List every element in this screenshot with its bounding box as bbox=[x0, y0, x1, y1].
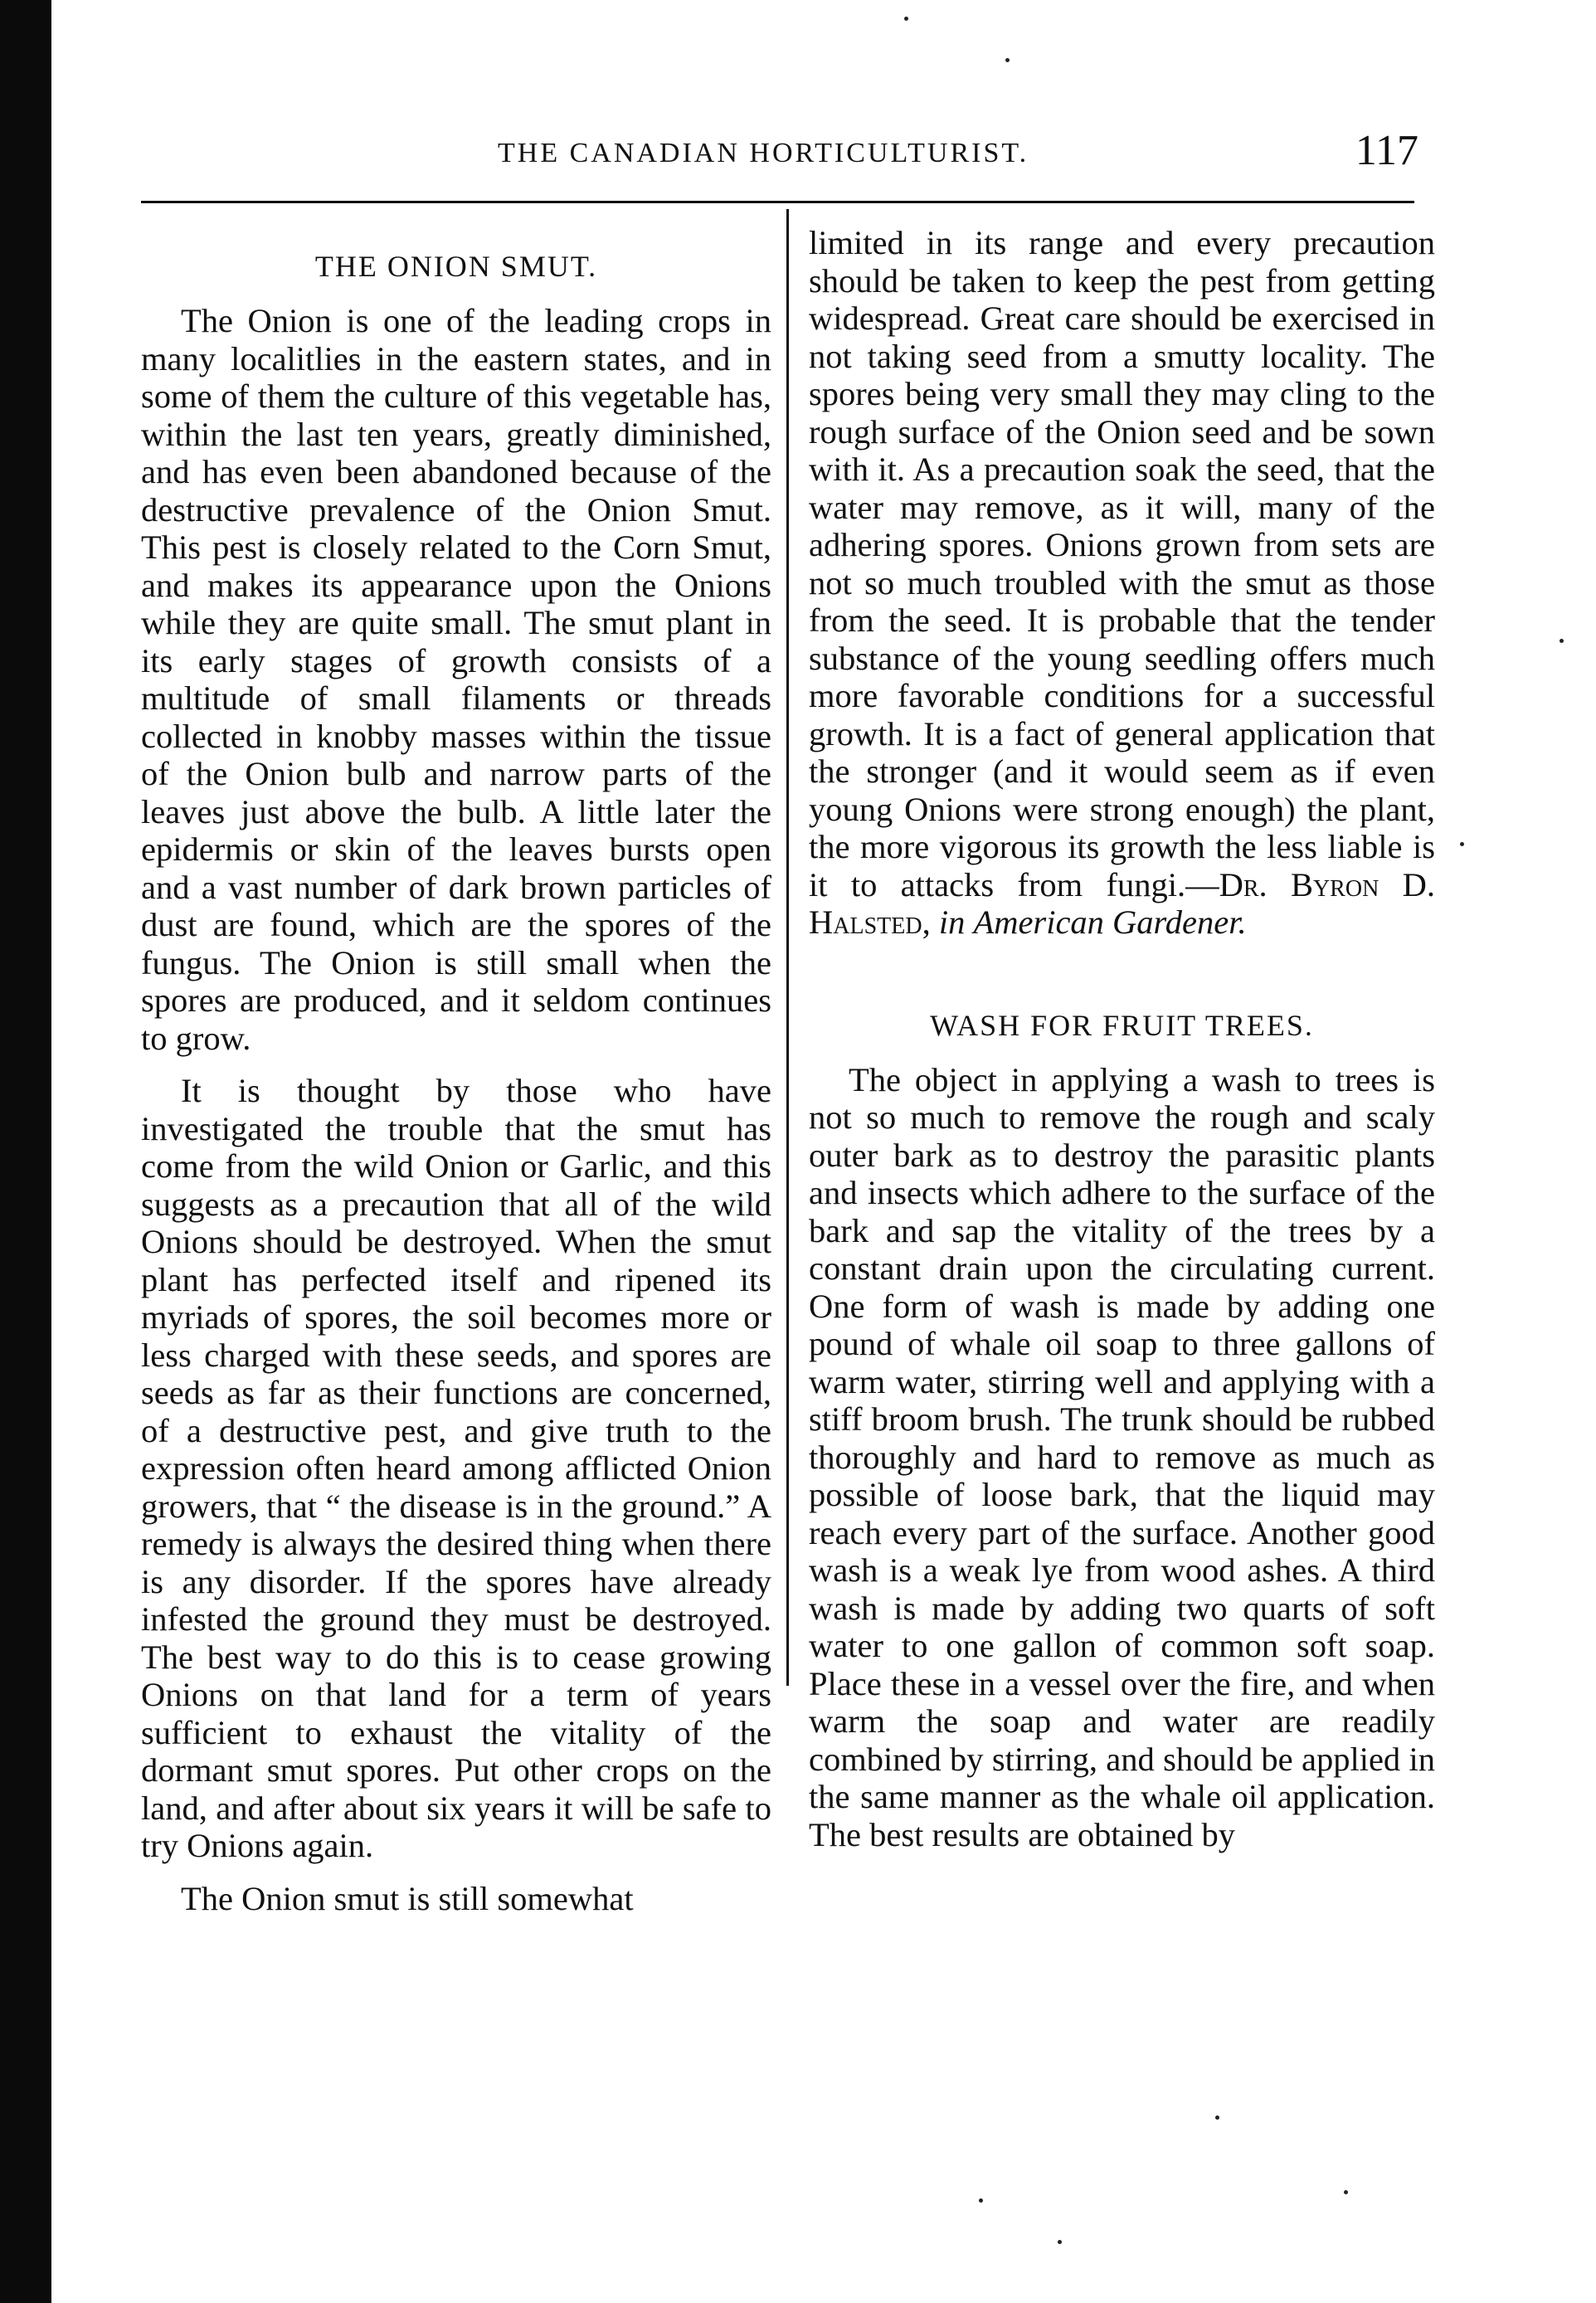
print-speck bbox=[904, 17, 908, 21]
article-paragraph: The object in applying a wash to trees is not so much to remove the rough and scaly outer bark as to destroy the parasitic plants and insects which adhere to the surface of the bark and sap the vitality of the trees by a constant drain upon the circulating current. One form of wash is made by adding one pound of whale oil soap to three gallons of warm water, stirring well and applying with a stiff broom brush. The trunk should be rubbed thoroughly and hard to remove as much as possible of loose bark, that the liquid may reach every part of the surface. Another good wash is a weak lye from wood ashes. A third wash is made by adding two quarts of soft water to one gallon of common soft soap. Place these in a vessel over the fire, and when warm the soap and water are readily combined by stirring, and should be applied in the same manner as the whale oil application. The best results are obtained by bbox=[809, 1060, 1435, 1853]
source-title: American Gardener. bbox=[973, 903, 1247, 941]
print-speck bbox=[1005, 58, 1010, 62]
article-paragraph: It is thought by those who have investigated the trouble that the smut has come from the wild Onion or Garlic, and this suggests as a precaution that all of the wild Onions should be destroyed. When the smut plant has perfected itself and ripened its myriads of spores, the soil becomes more or less charged with these seeds, and spores are seeds as far as their functions are concerned, of a destructive pest, and give truth to the expression often heard among afflicted Onion growers, that “ the disease is in the ground.” A remedy is always the desired thing when there is any disorder. If the spores have already infested the ground they must be destroyed. The best way to do this is to cease growing Onions on that land for a term of years sufficient to exhaust the vitality of the dormant smut spores. Put other crops on the land, and after about six years it will be safe to try Onions again. bbox=[141, 1072, 771, 1864]
header-rule bbox=[141, 201, 1414, 203]
running-title: THE CANADIAN HORTICULTURIST. bbox=[498, 138, 1029, 168]
right-column bbox=[809, 224, 1435, 1853]
source-prefix: in bbox=[938, 903, 966, 941]
print-speck bbox=[1344, 2190, 1348, 2194]
print-speck bbox=[1460, 842, 1464, 846]
print-speck bbox=[1058, 2240, 1062, 2244]
continuation-text: limited in its range and every precaution should be taken to keep the pest from getting widespread. Great care should be exercised in not taking seed from a smutty locality. The spores being very small they may cling to the rough surface of the Onion seed and be sown with it. As a precaution soak the seed, that the water may remove, as it will, many of the adhering spores. Onions grown from sets are not so much troubled with the smut as those from the seed. It is probable that the tender substance of the young seedling offers much more favorable conditions for a successful growth. It is a fact of general application that the stronger (and it would seem as if even young Onions were strong enough) the plant, the more vigorous its growth the less liable is it to attacks from fungi.— bbox=[809, 224, 1435, 903]
left-column bbox=[141, 224, 771, 1917]
article-paragraph: The Onion is one of the leading crops in many localitlies in the eastern states, and in some of them the culture of this vegetable has, within the last ten years, greatly diminished, and has even been abandoned because of the destructive prevalence of the Onion Smut. This pest is closely related to the Corn Smut, and makes its appearance upon the Onions while they are quite small. The smut plant in its early stages of growth consists of a multitude of small filaments or threads collected in knobby masses within the tissue of the Onion bulb and narrow parts of the leaves just above the bulb. A little later the epidermis or skin of the leaves bursts open and a vast number of dark brown particles of dust are found, which are the spores of the fungus. The Onion is still small when the spores are produced, and it seldom continues to grow. bbox=[141, 302, 771, 1057]
print-speck bbox=[979, 2198, 983, 2203]
article-heading-onion-smut: THE ONION SMUT. bbox=[314, 250, 598, 283]
page-header bbox=[141, 126, 1435, 184]
print-speck bbox=[1215, 2116, 1219, 2120]
article-paragraph: The Onion smut is still somewhat bbox=[181, 1879, 634, 1917]
print-speck bbox=[1560, 639, 1564, 643]
column-rule bbox=[786, 209, 789, 1686]
article-continuation bbox=[809, 224, 1435, 942]
author-name: Dr. Byron D. Halsted, bbox=[809, 865, 1435, 941]
page-number: 117 bbox=[1355, 127, 1418, 174]
article-heading-wash-fruit-trees: WASH FOR FRUIT TREES. bbox=[930, 1008, 1314, 1042]
binding-edge bbox=[0, 0, 51, 2303]
